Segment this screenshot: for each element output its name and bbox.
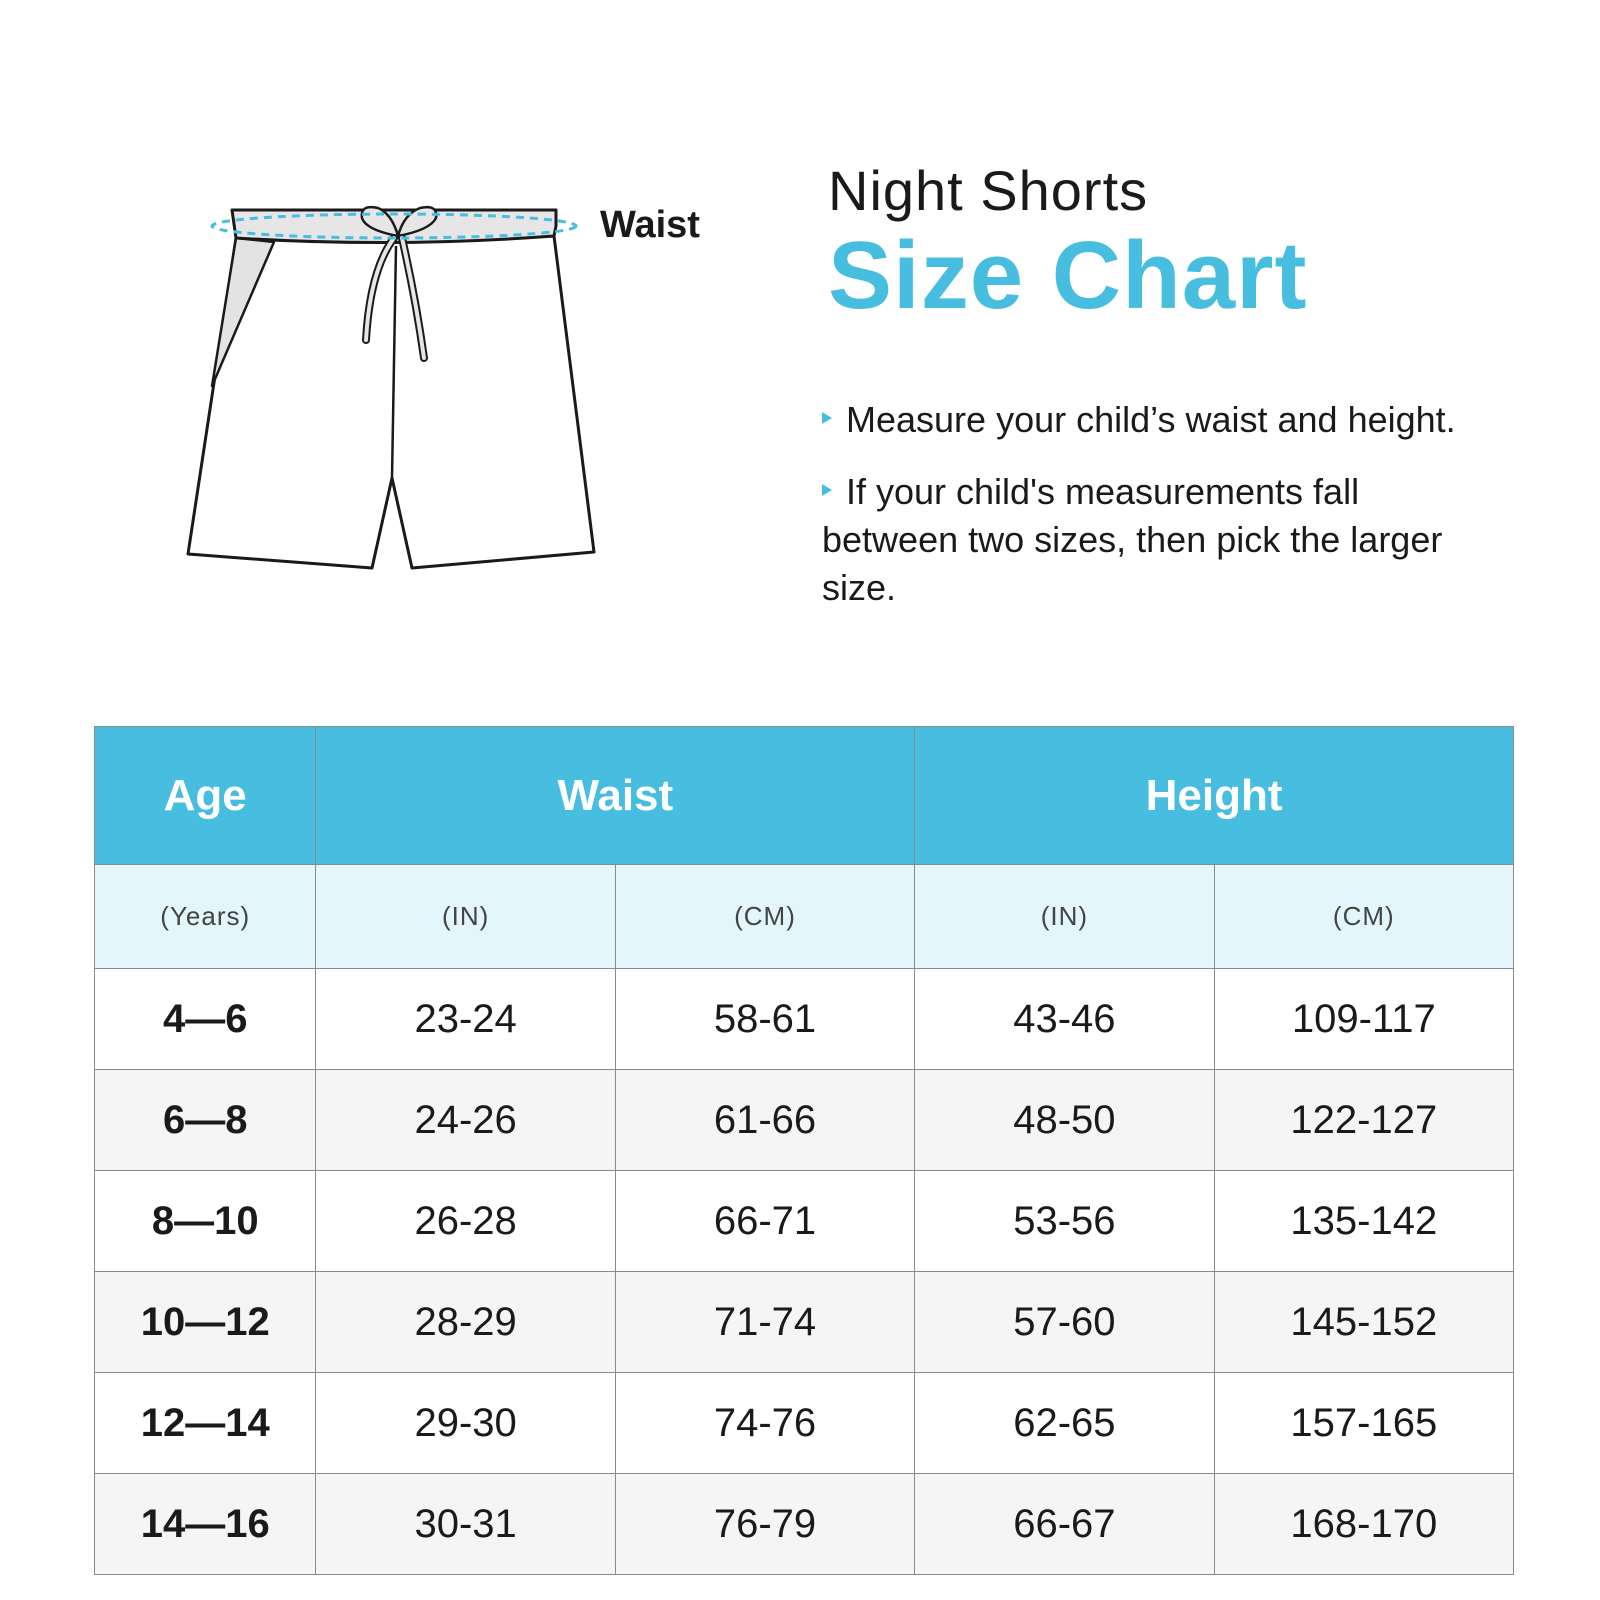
waist-in-cell: 29-30 <box>316 1373 615 1474</box>
shorts-illustration-icon <box>180 190 720 600</box>
height-in-cell: 57-60 <box>915 1272 1214 1373</box>
waist-cm-cell: 71-74 <box>615 1272 914 1373</box>
table-row <box>95 969 1514 1070</box>
height-in-cell: 62-65 <box>915 1373 1214 1474</box>
table-unit-row <box>95 865 1514 969</box>
height-in-cell: 48-50 <box>915 1070 1214 1171</box>
note-item <box>822 396 1462 444</box>
header-waist: Waist <box>316 727 915 865</box>
age-cell: 12—14 <box>95 1373 316 1474</box>
table-row <box>95 1272 1514 1373</box>
note-text: If your child's measurements fall between two sizes, then pick the larger size. <box>822 471 1443 608</box>
measurement-notes <box>822 396 1462 636</box>
waist-in-cell: 28-29 <box>316 1272 615 1373</box>
header-height: Height <box>915 727 1514 865</box>
height-in-cell: 43-46 <box>915 969 1214 1070</box>
waist-cm-cell: 74-76 <box>615 1373 914 1474</box>
page-title: Size Chart <box>828 221 1308 329</box>
waist-in-cell: 24-26 <box>316 1070 615 1171</box>
table-row <box>95 1373 1514 1474</box>
unit-waist-cm: (CM) <box>615 865 914 969</box>
table-row <box>95 1171 1514 1272</box>
unit-height-cm: (CM) <box>1214 865 1513 969</box>
waist-in-cell: 26-28 <box>316 1171 615 1272</box>
triangle-bullet-icon <box>822 412 832 424</box>
age-cell: 6—8 <box>95 1070 316 1171</box>
size-table <box>94 726 1514 1575</box>
heading <box>828 159 1548 329</box>
waist-in-cell: 30-31 <box>316 1474 615 1575</box>
note-item <box>822 468 1462 612</box>
waist-cm-cell: 66-71 <box>615 1171 914 1272</box>
height-cm-cell: 135-142 <box>1214 1171 1513 1272</box>
height-in-cell: 66-67 <box>915 1474 1214 1575</box>
waist-diagram-label: Waist <box>600 204 700 246</box>
header-age: Age <box>95 727 316 865</box>
note-text: Measure your child’s waist and height. <box>846 399 1456 440</box>
triangle-bullet-icon <box>822 484 832 496</box>
height-cm-cell: 157-165 <box>1214 1373 1513 1474</box>
table-row <box>95 1070 1514 1171</box>
table-row <box>95 1474 1514 1575</box>
age-cell: 14—16 <box>95 1474 316 1575</box>
height-in-cell: 53-56 <box>915 1171 1214 1272</box>
unit-age: (Years) <box>95 865 316 969</box>
age-cell: 8—10 <box>95 1171 316 1272</box>
age-cell: 10—12 <box>95 1272 316 1373</box>
unit-waist-in: (IN) <box>316 865 615 969</box>
unit-height-in: (IN) <box>915 865 1214 969</box>
height-cm-cell: 109-117 <box>1214 969 1513 1070</box>
height-cm-cell: 122-127 <box>1214 1070 1513 1171</box>
height-cm-cell: 145-152 <box>1214 1272 1513 1373</box>
waist-cm-cell: 58-61 <box>615 969 914 1070</box>
product-subtitle: Night Shorts <box>828 159 1149 222</box>
height-cm-cell: 168-170 <box>1214 1474 1513 1575</box>
waist-cm-cell: 76-79 <box>615 1474 914 1575</box>
waist-in-cell: 23-24 <box>316 969 615 1070</box>
waist-cm-cell: 61-66 <box>615 1070 914 1171</box>
table-header-row <box>95 727 1514 865</box>
age-cell: 4—6 <box>95 969 316 1070</box>
